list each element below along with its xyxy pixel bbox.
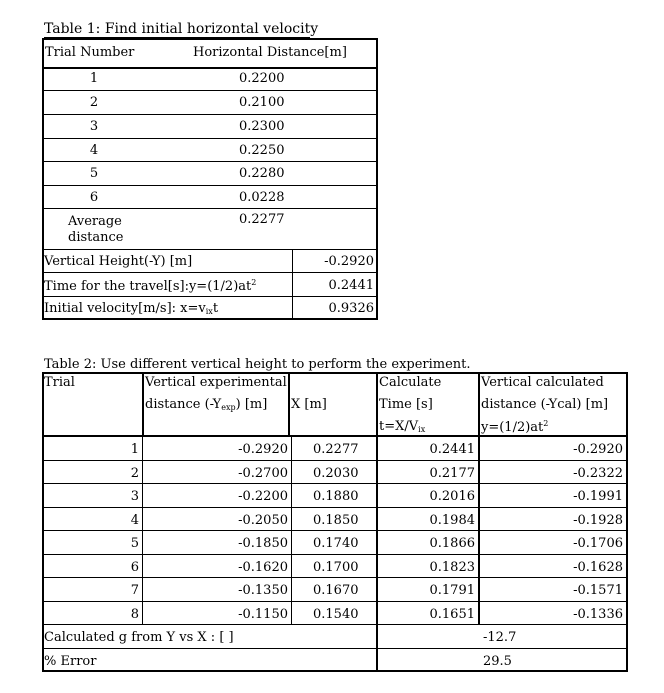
t2-row-rule [44, 601, 626, 602]
t2-header-vcal-2: distance (-Ycal) [m] [481, 397, 609, 412]
t2-vertical-calculated: -0.2920 [573, 442, 623, 457]
t2-header-time-1: Calculate [379, 375, 442, 390]
t1-horizontal-distance: 0.2300 [239, 119, 285, 134]
t2-vertical-experimental: -0.1350 [238, 583, 288, 598]
t2-vertical-experimental: -0.1150 [238, 607, 288, 622]
t2-header-vcal-text: y=(1/2)at [481, 420, 544, 435]
t2-time: 0.1984 [429, 513, 475, 528]
t2-time: 0.1823 [429, 560, 475, 575]
t2-row-rule [44, 460, 626, 461]
t2-x-distance: 0.2277 [313, 442, 359, 457]
t2-x-distance: 0.1880 [313, 489, 359, 504]
t2-row-rule [44, 530, 626, 531]
t1-trial-number: 5 [89, 166, 99, 181]
t2-vertical-experimental: -0.2200 [238, 489, 288, 504]
table2-caption: Table 2: Use different vertical height to perform the experiment. [44, 357, 471, 372]
t1-average-value: 0.2277 [239, 212, 285, 227]
t1-horizontal-distance: 0.2100 [239, 95, 285, 110]
t2-border-right [626, 372, 628, 672]
t2-vertical-calculated: -0.1336 [573, 607, 623, 622]
t1-trial-number: 3 [89, 119, 99, 134]
t2-time: 0.1791 [429, 583, 475, 598]
t1-trial-number: 1 [89, 71, 99, 86]
t2-trial: 2 [130, 466, 139, 481]
subscript-exp: exp [221, 403, 236, 412]
t2-border-bottom [42, 670, 628, 672]
t2-g-value: -12.7 [483, 630, 517, 645]
t2-header-trial: Trial [44, 375, 75, 390]
t2-trial: 5 [130, 536, 139, 551]
t2-time: 0.1866 [429, 536, 475, 551]
superscript-2: 2 [251, 278, 257, 287]
t2-vertical-experimental: -0.2700 [238, 466, 288, 481]
t2-trial: 1 [130, 442, 139, 457]
t2-error-label: % Error [44, 654, 97, 669]
t1-border-top [42, 38, 378, 40]
t1-rule [44, 114, 376, 115]
t1-rule [44, 272, 376, 273]
t1-velocity-value: 0.9326 [328, 301, 374, 316]
t2-g-label: Calculated g from Y vs X : [ ] [44, 630, 234, 645]
t1-rule [44, 249, 376, 250]
table1-caption: Table 1: Find initial horizontal velocity [44, 21, 319, 37]
t2-row-rule [44, 554, 626, 555]
t2-header-vcal-1: Vertical calculated [481, 375, 604, 390]
t2-vertical-calculated: -0.1706 [573, 536, 623, 551]
t2-vertical-calculated: -0.1571 [573, 583, 623, 598]
t2-header-rule [42, 435, 628, 437]
t1-trial-number: 4 [89, 143, 99, 158]
t2-trial: 7 [130, 583, 139, 598]
t2-trial: 8 [130, 607, 139, 622]
t2-header-vexp-text: distance (-Y [145, 397, 222, 412]
t2-vertical-experimental: -0.2050 [238, 513, 288, 528]
t1-border-bottom [42, 318, 378, 320]
t2-x-distance: 0.2030 [313, 466, 359, 481]
t1-time-value: 0.2441 [328, 278, 374, 293]
t2-time: 0.2177 [429, 466, 475, 481]
t1-border-right [376, 38, 378, 320]
t1-velocity-label [44, 302, 218, 316]
t2-header-time-text: t=X/V [379, 419, 419, 434]
t1-header-rule [42, 67, 378, 69]
t1-header-trial: Trial Number [45, 45, 135, 60]
t2-header-vexp-2 [145, 398, 267, 412]
t2-vertical-experimental: -0.2920 [238, 442, 288, 457]
t2-header-time-2: Time [s] [379, 397, 433, 412]
t2-header-x: X [m] [291, 397, 327, 412]
t1-average-label-2: distance [68, 230, 124, 245]
subscript-ix: ix [205, 307, 213, 316]
t2-vertical-calculated: -0.1628 [573, 560, 623, 575]
t2-vertical-calculated: -0.1991 [573, 489, 623, 504]
t1-time-label-text: Time for the travel[s]:y=(1/2)at [44, 279, 252, 294]
t1-average-label-1: Average [68, 214, 122, 229]
t1-rule [44, 296, 376, 297]
t1-time-label [44, 279, 256, 293]
t1-velocity-label-text: Initial velocity[m/s]: x=v [44, 301, 206, 316]
t1-trial-number: 2 [89, 95, 99, 110]
t2-trial: 4 [130, 513, 139, 528]
t2-trial: 3 [130, 489, 139, 504]
t1-vertical-height-label: Vertical Height(-Y) [m] [44, 254, 193, 269]
t2-x-distance: 0.1540 [313, 607, 359, 622]
t2-header-time-3 [379, 420, 425, 434]
t2-vertical-experimental: -0.1850 [238, 536, 288, 551]
t2-row-rule [44, 507, 626, 508]
t2-header-divider [288, 372, 290, 436]
t1-horizontal-distance: 0.2250 [239, 143, 285, 158]
t2-header-vcal-3 [481, 420, 548, 434]
t2-header-vexp-tail: ) [m] [235, 397, 268, 412]
t2-header-vexp-1: Vertical experimental [145, 375, 287, 390]
t2-error-value: 29.5 [483, 654, 512, 669]
t2-border-top [42, 372, 628, 374]
superscript-2: 2 [543, 419, 549, 428]
t2-x-distance: 0.1850 [313, 513, 359, 528]
t1-horizontal-distance: 0.2280 [239, 166, 285, 181]
t2-time: 0.2016 [429, 489, 475, 504]
t2-row-rule [44, 483, 626, 484]
t2-vertical-calculated: -0.1928 [573, 513, 623, 528]
t1-rule [44, 185, 376, 186]
t1-horizontal-distance: 0.0228 [239, 190, 285, 205]
t2-x-distance: 0.1700 [313, 560, 359, 575]
t2-x-distance: 0.1740 [313, 536, 359, 551]
t1-rule [44, 161, 376, 162]
t2-header-divider [376, 372, 378, 672]
t2-time: 0.1651 [429, 607, 475, 622]
t2-footer-rule [44, 624, 626, 625]
subscript-ix: ix [418, 425, 426, 434]
t1-rule [44, 90, 376, 91]
t1-rule [44, 208, 376, 209]
t2-trial: 6 [130, 560, 139, 575]
t1-velocity-label-tail: t [212, 301, 219, 316]
t1-horizontal-distance: 0.2200 [239, 71, 285, 86]
t2-time: 0.2441 [429, 442, 475, 457]
t1-vertical-height-value: -0.2920 [324, 254, 374, 269]
t2-vertical-experimental: -0.1620 [238, 560, 288, 575]
t2-header-divider [142, 372, 144, 436]
t1-rule [44, 138, 376, 139]
t1-header-distance: Horizontal Distance[m] [193, 45, 347, 60]
t1-trial-number: 6 [89, 190, 99, 205]
t2-x-distance: 0.1670 [313, 583, 359, 598]
t1-value-divider [292, 249, 293, 320]
t2-vertical-calculated: -0.2322 [573, 466, 623, 481]
t2-footer-rule [44, 648, 626, 649]
t2-header-divider [478, 372, 480, 624]
t2-row-rule [44, 577, 626, 578]
